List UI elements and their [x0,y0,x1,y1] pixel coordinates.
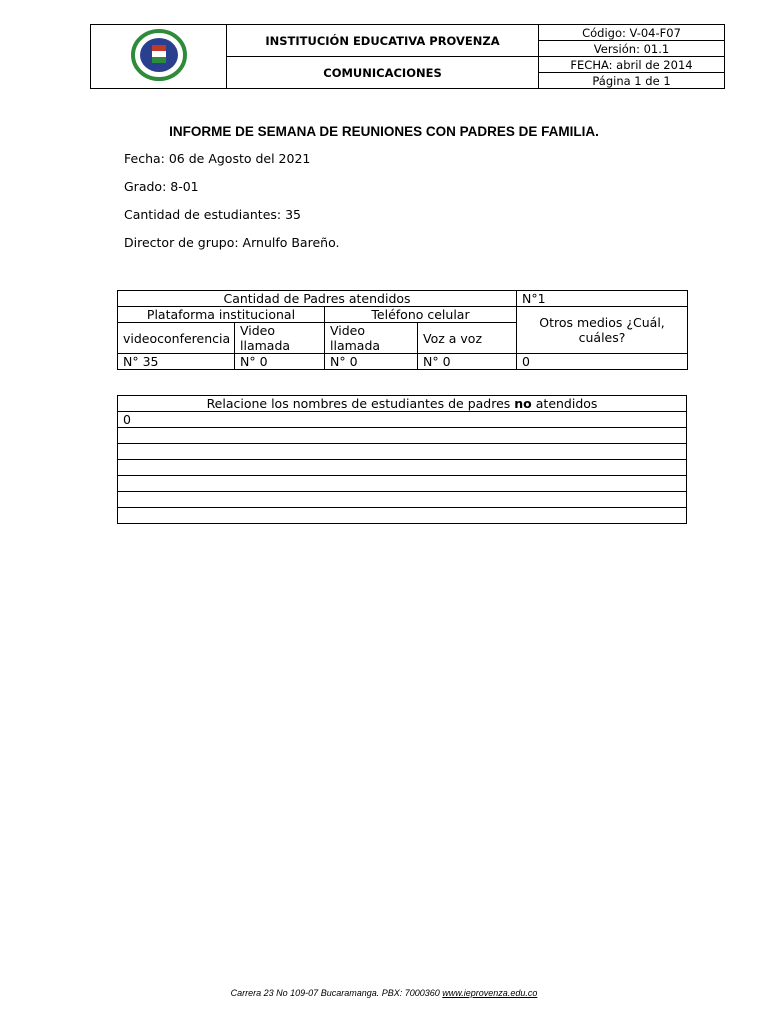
unattended-heading-suffix: atendidos [531,396,598,411]
other-means-header: Otros medios ¿Cuál, cuáles? [517,307,688,354]
other-means-count: 0 [517,354,688,370]
field-director-grupo: Director de grupo: Arnulfo Bareño. [124,235,340,250]
document-title: INFORME DE SEMANA DE REUNIONES CON PADRES DE FAMILIA. [169,124,599,139]
page-number: Página 1 de 1 [539,73,725,89]
videoconference-count: N° 35 [118,354,235,370]
header-table [90,24,725,89]
attendance-heading-value: N°1 [517,291,688,307]
department-name: COMUNICACIONES [227,57,539,89]
footer-address: Carrera 23 No 109-07 Bucaramanga. PBX: 7000360 [230,988,443,998]
document-code: Código: V-04-F07 [539,25,725,41]
platform-videocall-column-header: Video llamada [235,323,325,354]
unattended-heading-prefix: Relacione los nombres de estudiantes de padres [206,396,515,411]
field-grado: Grado: 8-01 [124,179,199,194]
videoconference-column-header: videoconferencia [118,323,235,354]
unattended-row [118,476,687,492]
attendance-table [117,290,688,370]
unattended-row [118,492,687,508]
field-cantidad-estudiantes: Cantidad de estudiantes: 35 [124,207,301,222]
unattended-row [118,444,687,460]
institution-name: INSTITUCIÓN EDUCATIVA PROVENZA [227,25,539,57]
unattended-heading [118,396,687,412]
platform-group-header: Plataforma institucional [118,307,325,323]
voice-column-header: Voz a voz [418,323,517,354]
unattended-parents-table [117,395,687,524]
unattended-row [118,460,687,476]
footer-website-link[interactable]: www.ieprovenza.edu.co [442,988,538,998]
unattended-heading-bold: no [514,396,532,411]
attendance-heading: Cantidad de Padres atendidos [118,291,517,307]
phone-group-header: Teléfono celular [325,307,517,323]
phone-videocall-count: N° 0 [325,354,418,370]
unattended-row [118,508,687,524]
phone-videocall-column-header: Video llamada [325,323,418,354]
field-fecha: Fecha: 06 de Agosto del 2021 [124,151,311,166]
footer [0,988,768,998]
document-date: FECHA: abril de 2014 [539,57,725,73]
voice-count: N° 0 [418,354,517,370]
institution-logo-icon [127,29,191,81]
institution-logo-cell [91,25,227,89]
unattended-row [118,428,687,444]
document-version: Versión: 01.1 [539,41,725,57]
unattended-row: 0 [118,412,687,428]
platform-videocall-count: N° 0 [235,354,325,370]
